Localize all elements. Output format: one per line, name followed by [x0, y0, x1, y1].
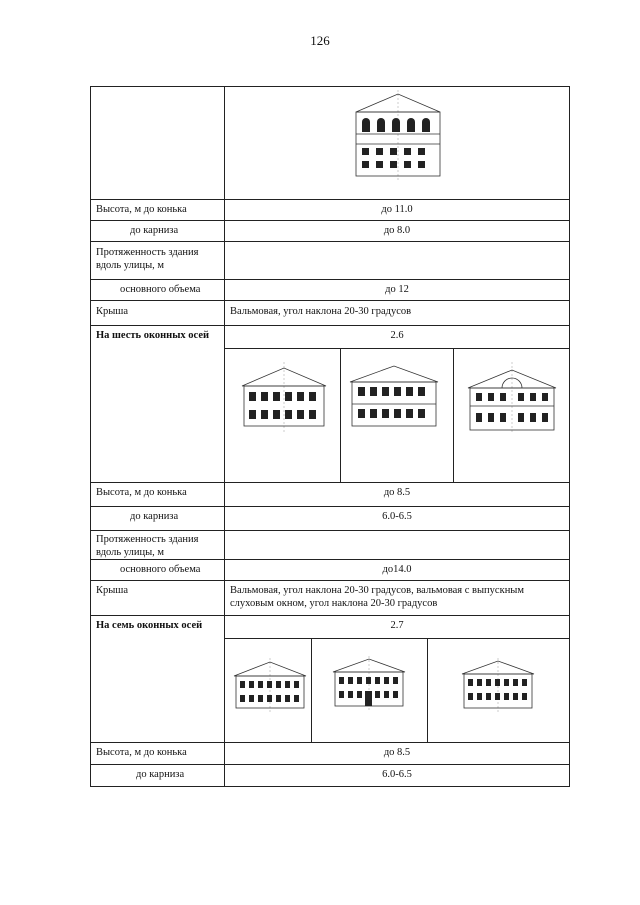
roof-value-2: Вальмовая, угол наклона 20-30 градусов, вальмовая с выпускным слуховым окном, угол наклона 20-30 градусов [230, 585, 525, 609]
roof-label-1: Крыша [96, 306, 129, 317]
main-volume-label-1: основного объема [120, 284, 201, 295]
roof-value-1: Вальмовая, угол наклона 20-30 градусов [230, 306, 412, 317]
building-parameters-table [90, 86, 570, 786]
height-ridge-label-2: Высота, м до конька [96, 487, 187, 498]
length-label-1: Протяженность здания вдоль улицы, м [96, 247, 199, 271]
height-eaves-value-3: 6.0-6.5 [382, 769, 412, 780]
facade-drawing-seven-axes-c [460, 658, 536, 714]
length-label-2: Протяженность здания вдоль улицы, м [96, 534, 199, 558]
height-eaves-label-1: до карниза [130, 225, 179, 236]
main-volume-label-2: основного объема [120, 564, 201, 575]
facade-drawing-six-axes-c [466, 362, 558, 434]
facade-drawing-six-axes-a [238, 362, 330, 434]
page-number: 126 [310, 33, 330, 48]
height-eaves-label-2: до карниза [130, 511, 179, 522]
section-heading-seven-axes: На семь оконных осей [96, 620, 203, 631]
height-ridge-value-2: до 8.5 [383, 487, 411, 498]
main-volume-value-2: до14.0 [382, 564, 412, 575]
section-heading-six-axes: На шесть оконных осей [96, 330, 210, 341]
height-ridge-value-1: до 11.0 [381, 204, 413, 215]
section-number-2-7: 2.7 [390, 620, 404, 631]
height-ridge-label-1: Высота, м до конька [96, 204, 187, 215]
roof-label-2: Крыша [96, 585, 129, 596]
facade-drawing-seven-axes-b [331, 656, 407, 712]
main-volume-value-1: до 12 [385, 284, 409, 295]
height-eaves-value-2: 6.0-6.5 [382, 511, 412, 522]
height-eaves-label-3: до карниза [136, 769, 185, 780]
facade-drawing-seven-axes-a [232, 658, 308, 714]
height-ridge-label-3: Высота, м до конька [96, 747, 187, 758]
section-number-2-6: 2.6 [390, 330, 404, 341]
height-eaves-value-1: до 8.0 [383, 225, 411, 236]
facade-drawing-three-storey [340, 90, 460, 182]
height-ridge-value-3: до 8.5 [383, 747, 411, 758]
facade-drawing-six-axes-b [348, 362, 440, 434]
